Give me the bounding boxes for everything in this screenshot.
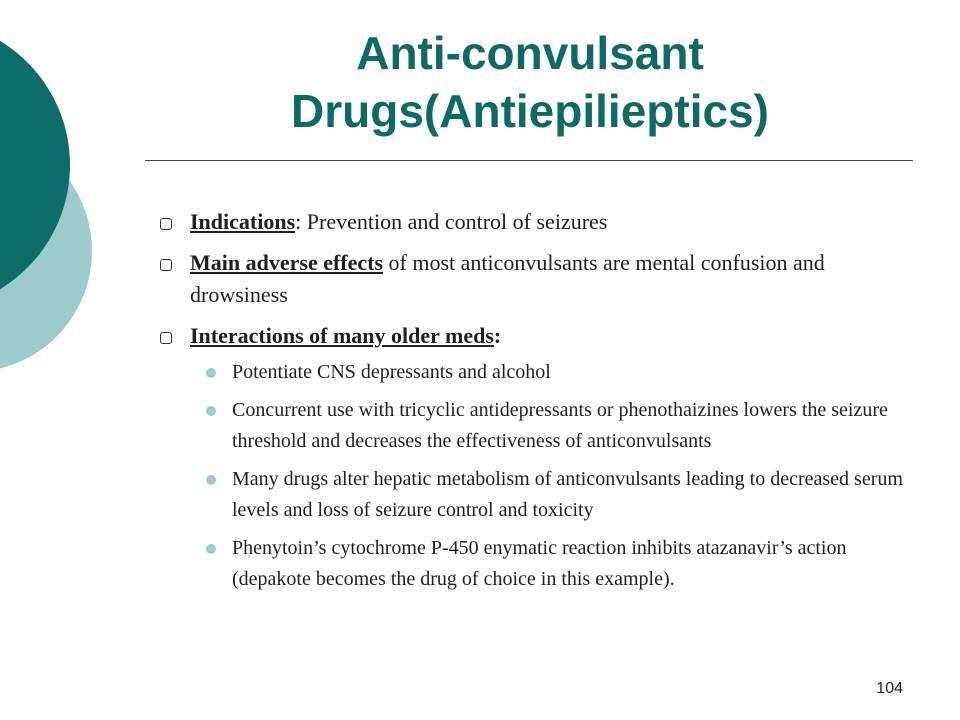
sub-bullet-item <box>206 357 920 388</box>
bullet-indications <box>160 206 920 238</box>
sub-bullet-text: Potentiate CNS depressants and alcohol <box>232 361 551 383</box>
page-number: 104 <box>876 680 903 697</box>
bullet-text: of most anticonvulsants are mental confusion and drowsiness <box>190 250 825 307</box>
sub-bullet-item <box>206 533 920 595</box>
interactions-sublist <box>160 357 920 595</box>
bullet-term: Interactions of many older meds <box>190 323 494 348</box>
bullet-adverse-effects <box>160 247 920 311</box>
bullet-term: Main adverse effects <box>190 250 384 275</box>
filled-circle-bullet-icon <box>206 368 216 378</box>
sub-bullet-text: Concurrent use with tricyclic antidepressants or phenothaizines lowers the seizure threshold and decreases the effectiveness of anticonvulsants <box>232 399 888 452</box>
title-divider <box>145 160 913 161</box>
bullet-text: : <box>493 323 502 348</box>
slide-title <box>150 24 910 140</box>
sub-bullet-item <box>206 464 920 526</box>
slide-title-line-1: Anti-convulsant <box>356 27 704 79</box>
bullet-text: : Prevention and control of seizures <box>295 209 608 234</box>
bullet-term: Indications <box>190 209 296 234</box>
slide-body <box>160 206 920 602</box>
hollow-square-bullet-icon <box>160 259 172 271</box>
bullet-interactions <box>160 320 920 352</box>
filled-circle-bullet-icon <box>206 406 216 416</box>
sub-bullet-text: Phenytoin’s cytochrome P-450 enymatic reaction inhibits atazanavir’s action (depakote becomes the drug of choice in this example). <box>232 537 847 590</box>
slide-title-line-2: Drugs(Antiepilieptics) <box>291 85 769 137</box>
sub-bullet-item <box>206 395 920 457</box>
hollow-square-bullet-icon <box>160 332 172 344</box>
hollow-square-bullet-icon <box>160 218 172 230</box>
filled-circle-bullet-icon <box>206 544 216 554</box>
filled-circle-bullet-icon <box>206 475 216 485</box>
sub-bullet-text: Many drugs alter hepatic metabolism of anticonvulsants leading to decreased serum levels and loss of seizure control and toxicity <box>232 468 903 521</box>
